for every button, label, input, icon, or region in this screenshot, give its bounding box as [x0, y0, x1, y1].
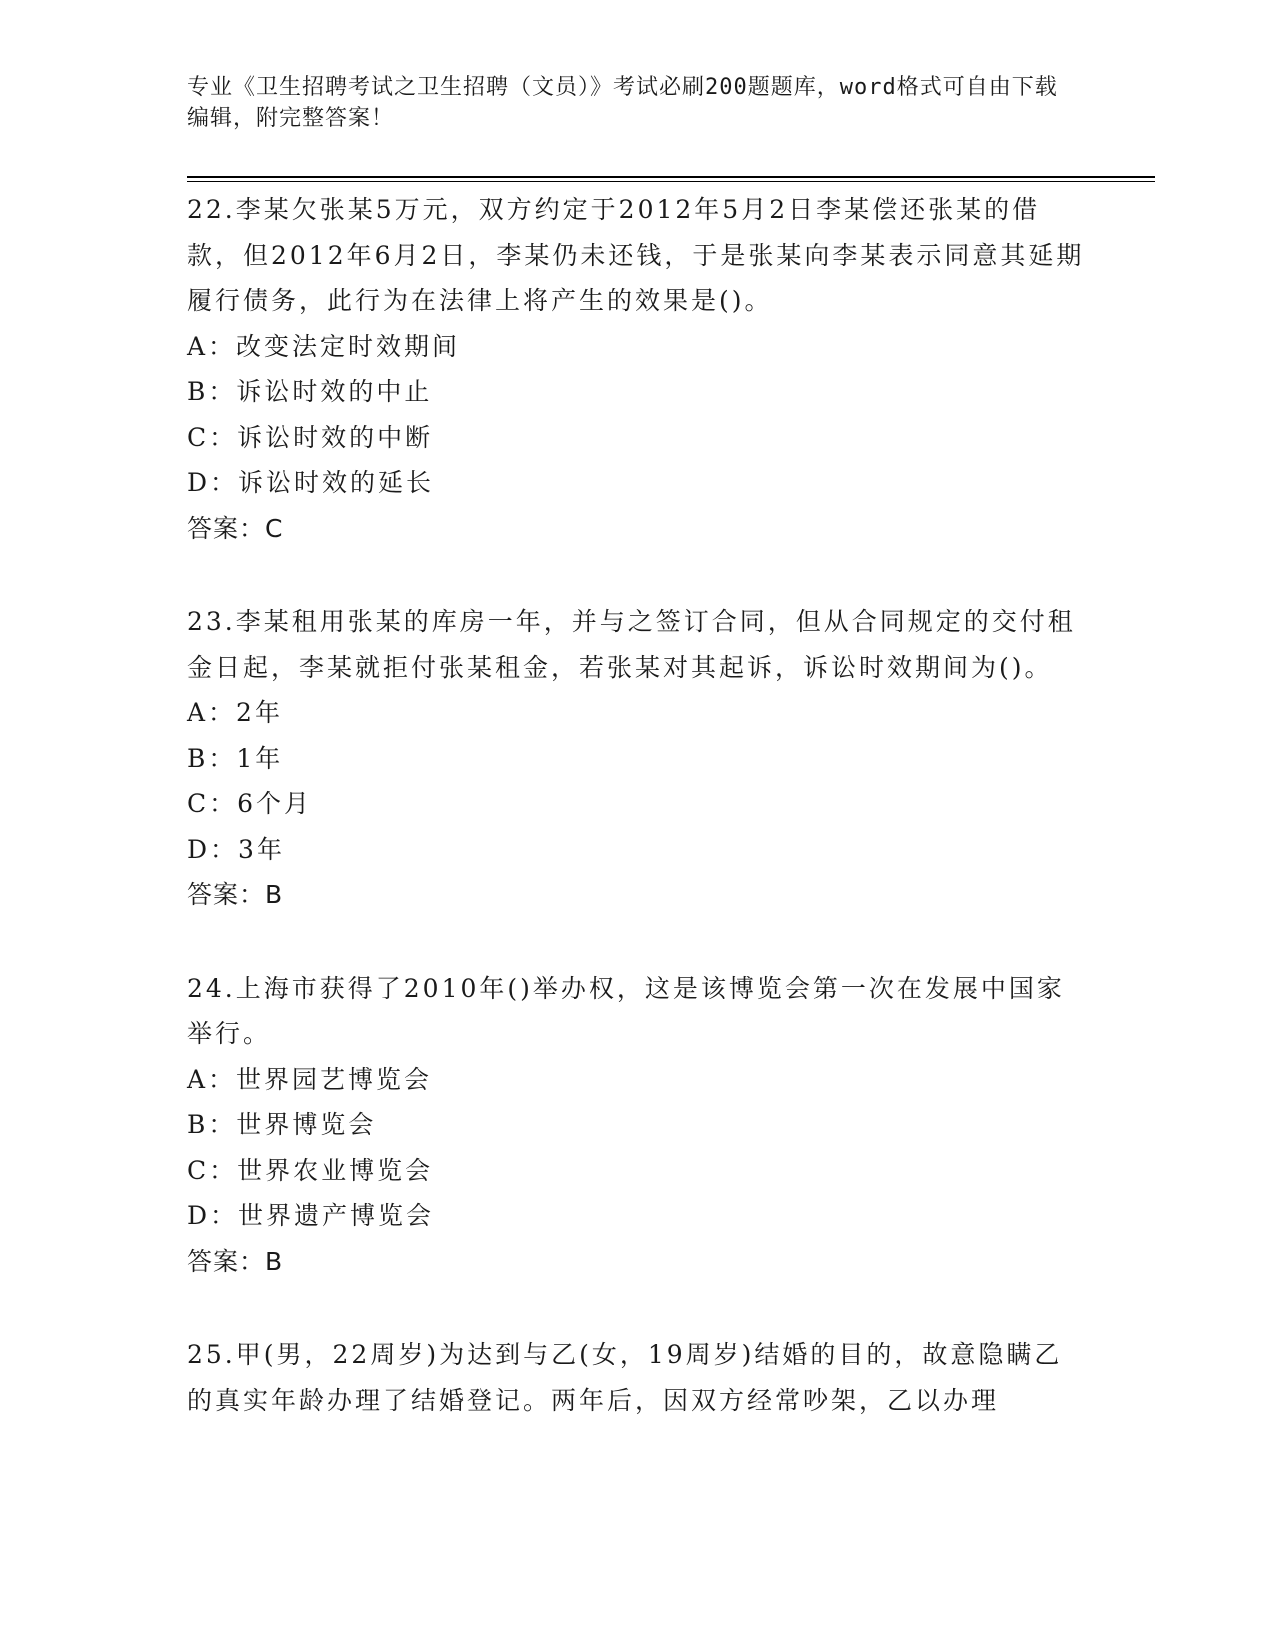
header-rule-thick — [187, 176, 1155, 178]
option-b: B：1年 — [187, 743, 284, 773]
option-c: C：6个月 — [187, 789, 313, 818]
option-b: B：诉讼时效的中止 — [187, 377, 433, 406]
question-text: 23.李某租用张某的库房一年，并与之签订合同，但从合同规定的交付租金日起，李某就拒付张某租金，若张某对其起诉，诉讼时效期间为()。 — [187, 607, 1076, 682]
question-22 — [187, 187, 1087, 551]
option-d: D：诉讼时效的延长 — [187, 468, 435, 497]
question-24 — [187, 966, 1087, 1285]
answer-line: 答案：C — [187, 513, 284, 543]
document-header: 专业《卫生招聘考试之卫生招聘（文员）》考试必刷200题题库，word格式可自由下载编辑，附完整答案！ — [187, 75, 1058, 131]
header-rule-thin — [187, 181, 1155, 182]
question-23 — [187, 599, 1087, 918]
answer-line: 答案：B — [187, 880, 284, 909]
question-text: 24.上海市获得了2010年()举办权，这是该博览会第一次在发展中国家举行。 — [187, 973, 1065, 1048]
question-25 — [187, 1332, 1087, 1423]
question-text: 25.甲(男，22周岁)为达到与乙(女，19周岁)结婚的目的，故意隐瞒乙的真实年龄办理了结婚登记。两年后，因双方经常吵架，乙以办理 — [187, 1340, 1063, 1415]
option-a: A：2年 — [187, 698, 283, 727]
question-text: 22.李某欠张某5万元，双方约定于2012年5月2日李某偿还张某的借款，但2012年6月2日，李某仍未还钱，于是张某向李某表示同意其延期履行债务，此行为在法律上将产生的效果是()。 — [187, 195, 1085, 315]
option-a: A：改变法定时效期间 — [187, 331, 461, 361]
option-c: C：诉讼时效的中断 — [187, 422, 434, 452]
question-list — [187, 187, 1087, 1471]
option-d: D：3年 — [187, 834, 285, 864]
option-b: B：世界博览会 — [187, 1110, 377, 1139]
answer-line: 答案：B — [187, 1246, 284, 1276]
option-a: A：世界园艺博览会 — [187, 1064, 433, 1094]
option-d: D：世界遗产博览会 — [187, 1201, 435, 1230]
option-c: C：世界农业博览会 — [187, 1155, 434, 1185]
